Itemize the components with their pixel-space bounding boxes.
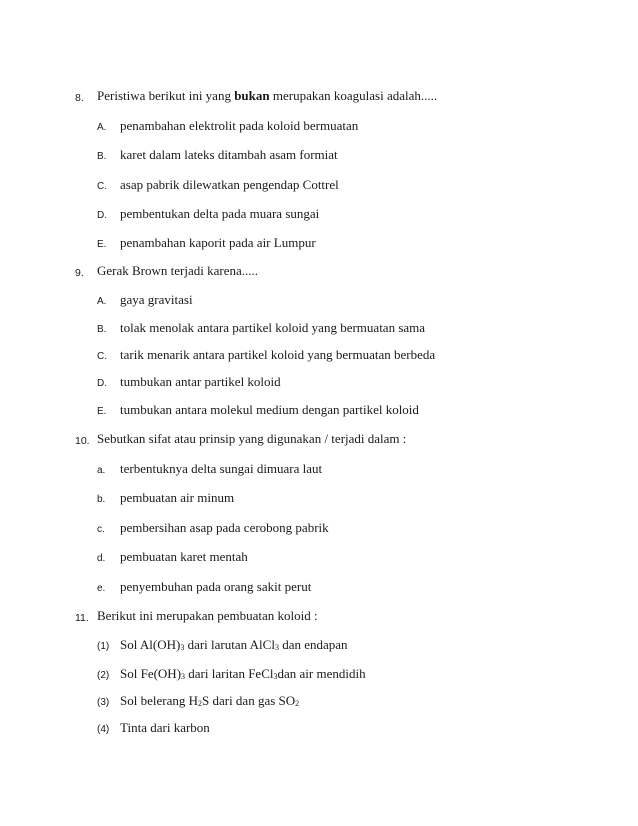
question-number: 10. — [75, 435, 90, 447]
option-text: penambahan kaporit pada air Lumpur — [120, 235, 316, 250]
question-text: Berikut ini merupakan pembuatan koloid : — [97, 608, 318, 623]
option-label: (1) — [97, 641, 110, 652]
option-text-part: dari larutan AlCl — [184, 637, 275, 652]
option-label: (3) — [97, 697, 110, 708]
question-text: Sebutkan sifat atau prinsip yang digunakan / terjadi dalam : — [97, 431, 407, 446]
subscript: 2 — [295, 699, 300, 708]
option-text: asap pabrik dilewatkan pengendap Cottrel — [120, 177, 339, 192]
question-number: 9. — [75, 267, 84, 279]
question-number: 11. — [75, 612, 89, 624]
option-label: E. — [97, 239, 107, 250]
question-text — [97, 88, 437, 104]
option-label: C. — [97, 181, 107, 192]
option-text: tarik menarik antara partikel koloid yang bermuatan berbeda — [120, 347, 436, 362]
subscript: 2 — [197, 699, 202, 708]
option-text — [120, 693, 299, 709]
option-text-part: Sol belerang H — [120, 693, 198, 708]
option-label: a. — [97, 465, 106, 476]
option-label: B. — [97, 324, 107, 335]
question-text-bold: bukan — [234, 88, 270, 103]
subscript: 3 — [273, 672, 278, 681]
subscript: 3 — [274, 643, 279, 652]
subscript: 3 — [181, 672, 186, 681]
question-text-part: merupakan koagulasi adalah..... — [269, 88, 438, 103]
option-text: gaya gravitasi — [120, 292, 193, 307]
option-text: tumbukan antar partikel koloid — [120, 374, 281, 389]
option-text-part: dan endapan — [278, 637, 348, 652]
option-text — [120, 666, 366, 682]
subscript: 3 — [180, 643, 185, 652]
option-label: E. — [97, 406, 107, 417]
option-label: (4) — [97, 724, 110, 735]
option-text: tolak menolak antara partikel koloid yang bermuatan sama — [120, 320, 426, 335]
option-label: D. — [97, 378, 107, 389]
option-label: A. — [97, 122, 107, 133]
option-label: d. — [97, 553, 106, 564]
question-number: 8. — [75, 92, 84, 104]
option-label: c. — [97, 524, 105, 535]
option-text: penambahan elektrolit pada koloid bermuatan — [120, 118, 359, 133]
option-text: pembersihan asap pada cerobong pabrik — [120, 520, 329, 535]
option-text: karet dalam lateks ditambah asam formiat — [120, 147, 338, 162]
option-label: B. — [97, 151, 107, 162]
question-text: Gerak Brown terjadi karena..... — [97, 263, 258, 278]
option-text: pembentukan delta pada muara sungai — [120, 206, 320, 221]
option-text: Tinta dari karbon — [120, 720, 210, 735]
option-label: (2) — [97, 670, 110, 681]
option-text: tumbukan antara molekul medium dengan partikel koloid — [120, 402, 419, 417]
question-text-part: Peristiwa berikut ini yang — [97, 88, 235, 103]
option-text-part: dari laritan FeCl — [185, 666, 274, 681]
option-text: terbentuknya delta sungai dimuara laut — [120, 461, 323, 476]
option-label: A. — [97, 296, 107, 307]
option-label: D. — [97, 210, 107, 221]
option-text: pembuatan air minum — [120, 490, 235, 505]
option-text-part: Sol Al(OH) — [120, 637, 181, 652]
option-text: pembuatan karet mentah — [120, 549, 248, 564]
option-text — [120, 637, 348, 653]
option-label: C. — [97, 351, 107, 362]
option-text-part: S dari dan gas SO — [201, 693, 296, 708]
option-label: b. — [97, 494, 106, 505]
option-text: penyembuhan pada orang sakit perut — [120, 579, 312, 594]
option-text-part: Sol Fe(OH) — [120, 666, 182, 681]
option-label: e. — [97, 583, 106, 594]
option-text-part: dan air mendidih — [277, 666, 366, 681]
